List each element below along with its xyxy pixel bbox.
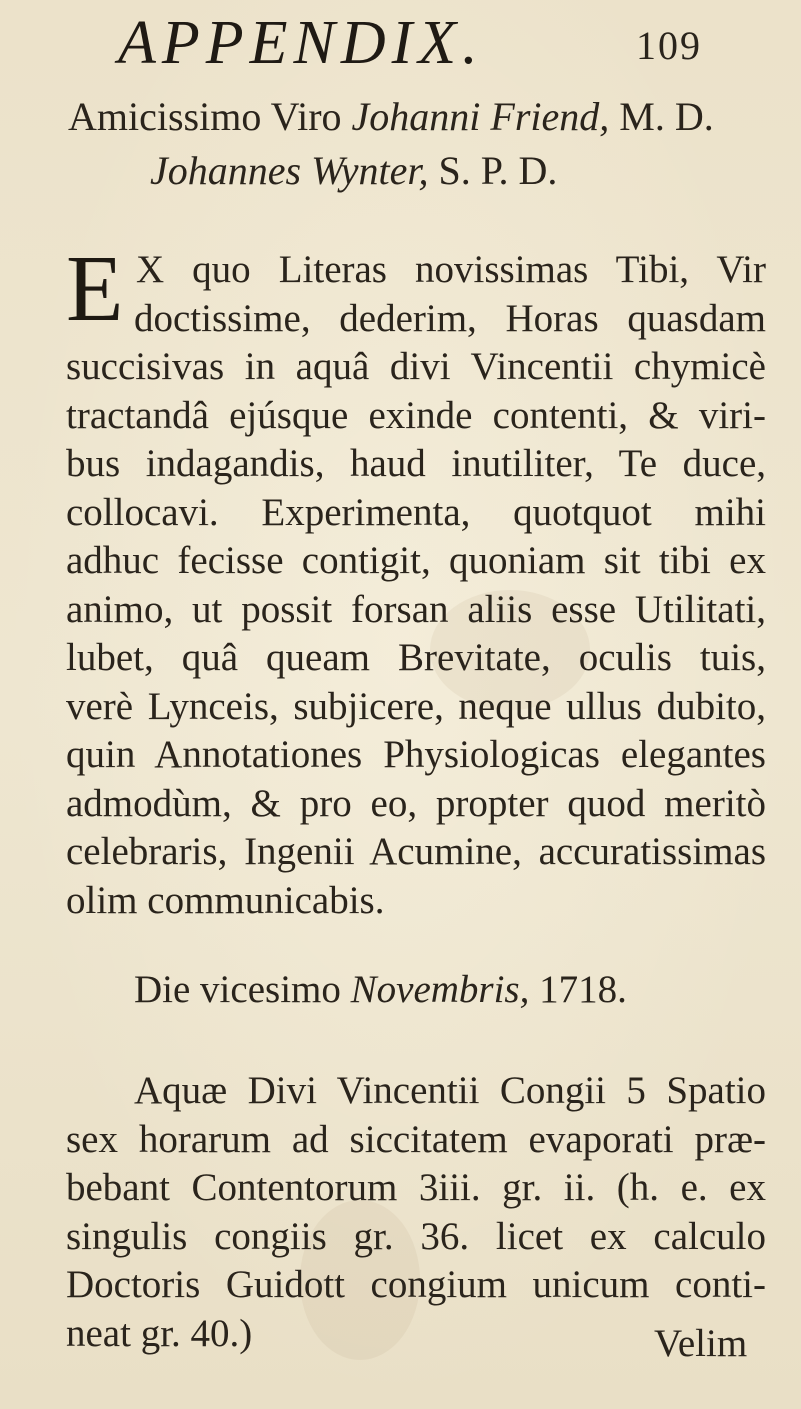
letter-salutation bbox=[68, 90, 714, 198]
catchword: Velim bbox=[654, 1322, 748, 1365]
text-line: lubet, quâ queam Brevitate, oculis tuis, bbox=[66, 636, 766, 679]
salutation-prefix: Amicissimo Viro bbox=[68, 94, 342, 139]
letter-first-line: X quo Literas novissimas Tibi, Vir bbox=[136, 248, 766, 291]
recipient-title: M. D. bbox=[619, 94, 714, 139]
text-line: neat gr. 40.) bbox=[66, 1311, 253, 1355]
text-line: tractandâ ejúsque exinde contenti, & viri- bbox=[66, 393, 766, 437]
text-line: animo, ut possit forsan aliis esse Utilitati, bbox=[66, 587, 766, 631]
letter-body bbox=[66, 295, 766, 926]
text-line: celebraris, Ingenii Acumine, accuratissimas bbox=[66, 830, 766, 873]
text-line: bebant Contentorum 3iii. gr. ii. (h. e. ex bbox=[66, 1166, 766, 1209]
text-line: sex horarum ad siccitatem evaporati præ- bbox=[66, 1117, 766, 1161]
text-line: doctissime, dederim, Horas quasdam bbox=[134, 296, 766, 340]
text-line: Doctoris Guidott congium unicum conti- bbox=[66, 1263, 766, 1306]
text-line: verè Lynceis, subjicere, neque ullus dubito, bbox=[66, 684, 766, 728]
salutation-line-2 bbox=[68, 144, 714, 198]
recipient-name: Johanni Friend, bbox=[351, 94, 610, 139]
sender-greeting: S. P. D. bbox=[438, 148, 558, 193]
text-line: bus indagandis, haud inutiliter, Te duce, bbox=[66, 442, 766, 485]
text-line: olim communicabis. bbox=[66, 878, 385, 922]
sender-name: Johannes Wynter, bbox=[150, 148, 429, 193]
date-prefix: Die vicesimo bbox=[134, 968, 341, 1011]
salutation-line-1 bbox=[68, 90, 714, 144]
text-line: Aquæ Divi Vincentii Congii 5 Spatio bbox=[134, 1069, 766, 1112]
text-line: succisivas in aquâ divi Vincentii chymicè bbox=[66, 345, 766, 388]
text-line: singulis congiis gr. 36. licet ex calculo bbox=[66, 1214, 766, 1258]
text-line: quin Annotationes Physiologicas elegantes bbox=[66, 733, 766, 776]
running-title: APPENDIX. bbox=[118, 9, 484, 77]
page-number: 109 bbox=[636, 23, 702, 68]
date-year: 1718. bbox=[539, 968, 627, 1011]
running-header bbox=[0, 8, 801, 78]
date-line bbox=[134, 965, 766, 1015]
experiment-paragraph bbox=[66, 1067, 766, 1358]
drop-cap: E bbox=[66, 237, 124, 341]
text-line: adhuc fecisse contigit, quoniam sit tibi ex bbox=[66, 539, 766, 582]
date-month: Novembris, bbox=[350, 968, 530, 1011]
text-line: admodùm, & pro eo, propter quod meritò bbox=[66, 781, 766, 825]
text-line: collocavi. Experimenta, quotquot mihi bbox=[66, 490, 766, 534]
